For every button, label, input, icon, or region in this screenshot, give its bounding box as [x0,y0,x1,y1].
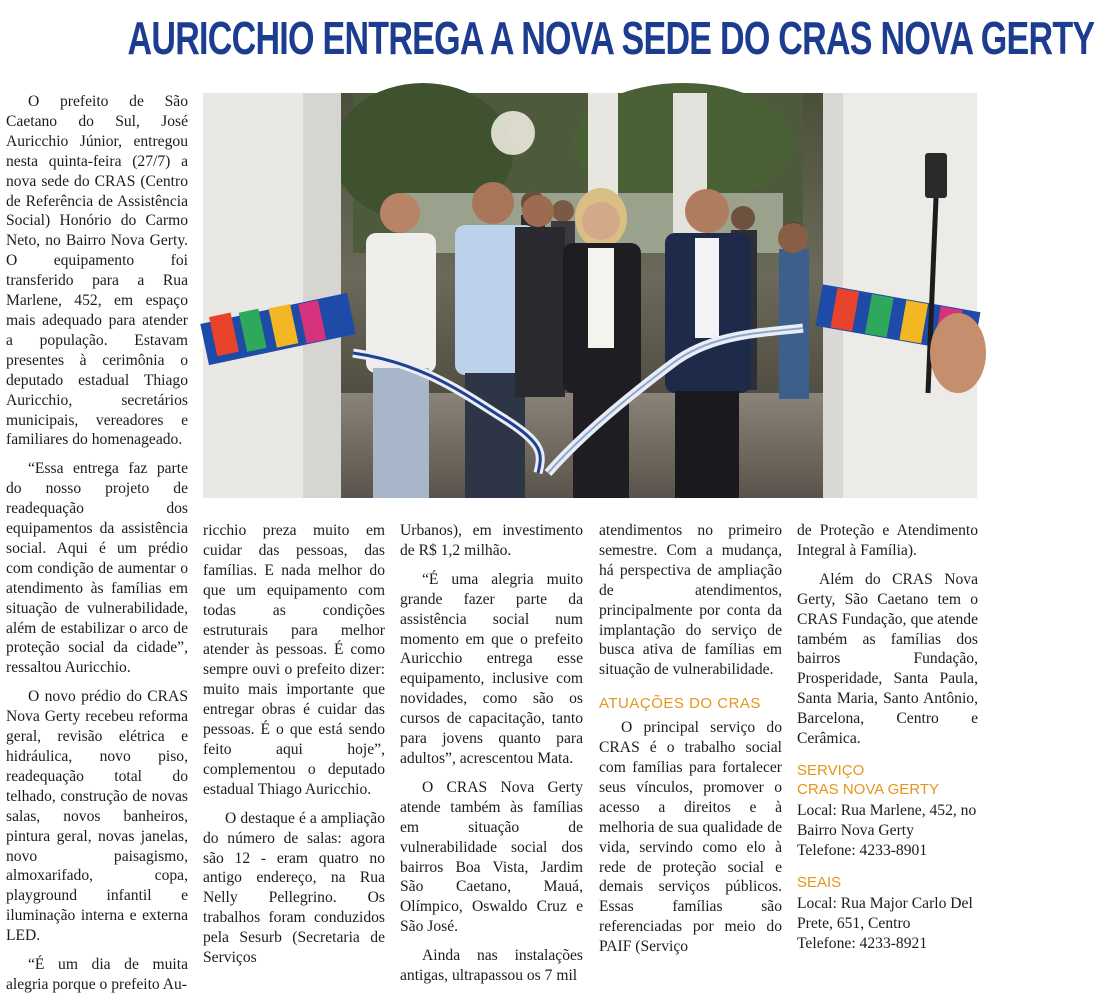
paragraph: O destaque é a ampliação do número de salas: agora são 12 - eram quatro no antigo endereço, na Rua Nelly Pellegrino. Os trabalhos foram conduzidos pela Sesurb (Secretaria de Serviços [203,809,385,967]
servico-telefone: Telefone: 4233-8901 [797,841,928,859]
paragraph: Ainda nas instalações antigas, ultrapassou os 7 mil [400,947,583,985]
paragraph: Além do CRAS Nova Gerty, São Caetano tem o CRAS Fundação, que atende também as famílias dos bairros Fundação, Prosperidade, Santa Paula, Santa Maria, Santo Antônio, Barcelona, Centro e Cerâmica. [797,570,978,748]
paragraph: “É uma alegria muito grande fazer parte da assistência social num momento em que o prefeito Auricchio entrega esse equipamento, inclusive com novidades, como são os cursos de capacitação, tanto para jovens quanto para adultos”, acrescentou Mata. [400,570,583,767]
article-column-4 [599,521,782,966]
servico-title-line-2: CRAS NOVA GERTY [797,780,939,798]
paragraph: O principal serviço do CRAS é o trabalho social com famílias para fortalecer seus vínculos, promover o acesso a direitos e à melhoria de sua qualidade de vida, servindo como elo à rede de proteção social e demais serviços públicos. Essas famílias são referenciadas por meio do PAIF (Serviço [599,719,782,956]
paragraph: O novo prédio do CRAS Nova Gerty recebeu reforma geral, revisão elétrica e hidráulica, novo piso, readequação total do telhado, construção de novas salas, novos banheiros, pintura geral, novas janelas, novo paisagismo, almoxarifado, copa, playground infantil e iluminação interna e externa LED. [6,688,188,945]
article-column-1 [6,92,188,1004]
servico-title-line-1: SERVIÇO [797,761,865,779]
article-column-2 [203,521,385,977]
paragraph: atendimentos no primeiro semestre. Com a mudança, há perspectiva de ampliação de atendimentos, principalmente por conta da implantação do serviço de busca ativa de famílias em situação de vulnerabilidade. [599,522,782,679]
paragraph: ricchio preza muito em cuidar das pessoas, das famílias. E nada melhor do que um equipamento com todas as condições estruturais para melhor atender às pessoas. É como sempre ouvi o prefeito dizer: muito mais importante que entregar obras é cuidar das pessoas. É o que está sendo feito aqui hoje”, complementou o deputado estadual Thiago Auricchio. [203,522,385,798]
ribbon-cutting-photo [203,93,977,498]
paragraph: O prefeito de São Caetano do Sul, José Auricchio Júnior, entregou nesta quinta-feira (27/7) a nova sede do CRAS (Centro de Referência de Assistência Social) Honório do Carmo Neto, no Bairro Nova Gerty. O equipamento foi transferido para a Rua Marlene, 452, em espaço mais adequado para atender a população. Estavam presentes à cerimônia o deputado estadual Thiago Auricchio, secretários municipais, vereadores e familiares do homenageado. [6,93,188,449]
seais-local: Local: Rua Major Carlo Del Prete, 651, Centro [797,894,973,932]
headline: AURICCHIO ENTREGA A NOVA SEDE DO CRAS NOVA GERTY [127,12,1094,64]
servico-local: Local: Rua Marlene, 452, no Bairro Nova Gerty [797,801,977,839]
paragraph: O CRAS Nova Gerty atende também às famílias em situação de vulnerabilidade social dos bairros Boa Vista, Jardim São Caetano, Mauá, Olímpico, Oswaldo Cruz e São José. [400,778,583,936]
servico-title [797,761,978,799]
section-subhead: ATUAÇÕES DO CRAS [599,695,761,713]
article-column-5 [797,521,978,953]
article-column-3 [400,521,583,995]
paragraph: Urbanos), em investimento de R$ 1,2 milhão. [400,522,583,559]
seais-title: SEAIS [797,873,842,891]
paragraph: de Proteção e Atendimento Integral à Família). [797,522,978,559]
paragraph: “Essa entrega faz parte do nosso projeto de readequação dos equipamentos da assistência social. Aqui é um prédio com condição de aumentar o atendimento às famílias em situação de vulnerabilidade, além de estabilizar o arco de proteção social da cidade”, ressaltou Auricchio. [6,460,188,677]
seais-telefone: Telefone: 4233-8921 [797,934,928,952]
paragraph: “É um dia de muita alegria porque o prefeito Au- [6,956,188,993]
